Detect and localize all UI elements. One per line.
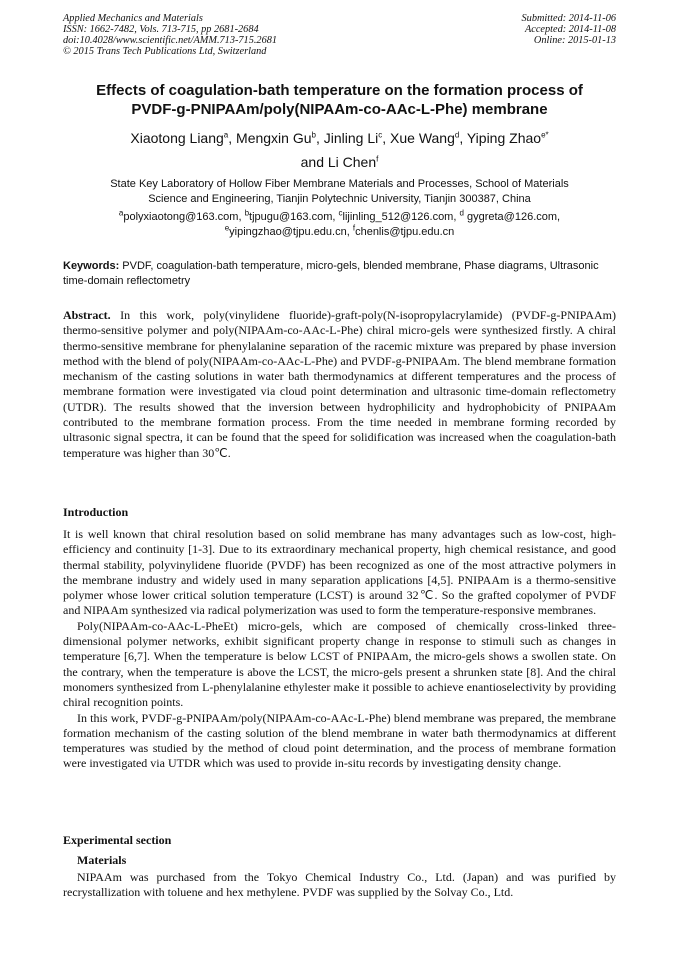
email-address: lijinling_512@126.com, — [342, 211, 460, 223]
experimental-heading: Experimental section — [63, 833, 172, 847]
email-address: tjpugu@163.com, — [249, 211, 339, 223]
online-date: Online: 2015-01-13 — [533, 35, 616, 46]
abstract-text: In this work, poly(vinylidene fluoride)-graft-poly(N-isopropylacrylamide) (PVDF-g-PNIPAAm) thermo-sensitive polymer and poly(NIPAAm-co-AAc-L-Phe) chiral micro-gels were synthesized firstly. A chiral thermo-sensitive membrane for phenylalanine separation of the racemic mixture was prepared by phase inversion method with the blend of poly(NIPAAm-co-AAc-L-Phe) and PVDF-g-PNIPAAm. The blend membrane formation mechanism of the casting solutions in water bath thermodynamics at different temperatures and the process of membrane formation were investigated via cloud point determination and ultrasonic time-domain reflectometry (UTDR). The results showed that the inversion between hydrophilicity and hydrophobicity of PNIPAAm contributed to the membrane formation process. From the time needed in membrane forming recorded by ultrasonic signal spectra, it can be found that the speed for solidification was increased when the coagulation-bath temperature was higher than 30℃. — [63, 308, 616, 460]
intro-paragraph: In this work, PVDF-g-PNIPAAm/poly(NIPAAm-co-AAc-L-Phe) blend membrane was prepared, the membrane formation mechanism of the casting solution of the blend membrane in water bath thermodynamics at different temperatures was studied by the method of cloud point determination, and the process of membrane formation were investigated via UTDR which was used to provide in-situ records by investigating density change. — [63, 710, 616, 771]
email-address: yipingzhao@tjpu.edu.cn, — [229, 226, 353, 238]
author-sup: c — [378, 130, 383, 140]
author-separator: , — [228, 130, 237, 146]
title-line-1: Effects of coagulation-bath temperature on the formation process of — [96, 82, 583, 99]
submitted-date: Submitted: 2014-11-06 — [521, 13, 616, 24]
author-sup: e* — [541, 130, 549, 140]
author-sup: f — [376, 154, 379, 164]
author-sup: d — [454, 130, 460, 140]
paper-title — [63, 82, 616, 119]
journal-copyright: © 2015 Trans Tech Publications Ltd, Switzerland — [63, 46, 267, 57]
affiliation-line-2: Science and Engineering, Tianjin Polytechnic University, Tianjin 300387, China — [148, 193, 531, 205]
author-separator: , — [459, 130, 467, 146]
accepted-date: Accepted: 2014-11-08 — [524, 24, 616, 35]
author-and: and — [300, 154, 328, 170]
author-name: Li Chen — [327, 154, 377, 170]
keywords-label: Keywords: — [63, 260, 120, 272]
submission-dates — [522, 13, 616, 46]
email-sup: d — [459, 208, 464, 218]
author-name: Jinling Li — [323, 130, 379, 146]
journal-issn: ISSN: 1662-7482, Vols. 713-715, pp 2681-2684 — [63, 24, 259, 35]
email-address: chenlis@tjpu.edu.cn — [355, 226, 455, 238]
email-sup: c — [338, 208, 343, 218]
author-list — [63, 126, 616, 174]
affiliation — [63, 177, 616, 207]
affiliation-line-1: State Key Laboratory of Hollow Fiber Membrane Materials and Processes, School of Materials — [110, 178, 569, 190]
email-sup: b — [244, 208, 250, 218]
intro-heading: Introduction — [63, 505, 129, 519]
author-separator: , — [382, 130, 391, 146]
materials-heading: Materials — [77, 853, 127, 867]
author-emails — [63, 210, 616, 240]
email-address: gygreta@126.com, — [463, 211, 561, 223]
title-line-2: PVDF-g-PNIPAAm/poly(NIPAAm-co-AAc-L-Phe) membrane — [131, 100, 548, 118]
email-sup: a — [118, 208, 124, 218]
email-sup: f — [352, 223, 356, 233]
author-name: Xiaotong Liang — [130, 130, 224, 146]
intro-paragraph: Poly(NIPAAm-co-AAc-L-PheEt) micro-gels, which are composed of chemically cross-linked three-dimensional polymer networks, exhibit significant property change in response to stimuli such as changes in temperature [6,7]. When the temperature is below LCST of PNIPAAm, the micro-gels shows a swollen state. On the contrary, when the temperature is above the LCST, the micro-gels present a shrunken state [8]. And the chiral monomers synthesized from L-phenylalanine ethylester make it possible to achieve enantioselectivity by providing chiral recognition points. — [63, 618, 616, 710]
keywords-text: PVDF, coagulation-bath temperature, micro-gels, blended membrane, Phase diagrams, Ultrasonic time-domain reflectometry — [63, 260, 599, 287]
abstract — [63, 308, 616, 461]
author-separator: , — [315, 130, 324, 146]
author-sup: a — [223, 130, 229, 140]
journal-info — [63, 13, 277, 57]
materials-paragraph: NIPAAm was purchased from the Tokyo Chemical Industry Co., Ltd. (Japan) and was purified by recrystallization with toluene and hex methylene. PVDF was supplied by the Solvay Co., Ltd. — [63, 870, 616, 900]
author-name: Yiping Zhao — [466, 130, 542, 146]
email-address: polyxiaotong@163.com, — [123, 211, 245, 223]
journal-doi: doi:10.4028/www.scientific.net/AMM.713-715.2681 — [63, 35, 278, 46]
keywords — [63, 259, 616, 289]
author-sup: b — [311, 130, 316, 140]
intro-paragraph: It is well known that chiral resolution based on solid membrane has many advantages such as low-cost, high-efficiency and continuity [1-3]. Due to its extraordinary mechanical property, high chemical resistance, and good thermal stability, polyvinylidene fluoride (PVDF) has been recognized as one of the most attractive polymers in the membrane industry and widely used in many separation applications [4,5]. PNIPAAm is a thermo-sensitive polymer whose lower critical solution temperature (LCST) is around 32℃. So the grafted copolymer of PVDF and NIPAAm synthesized via radical polymerization was used to form the temperature-responsive membranes. — [63, 527, 616, 618]
journal-name: Applied Mechanics and Materials — [63, 13, 203, 24]
intro-section — [63, 527, 616, 772]
author-name: Mengxin Gu — [236, 130, 312, 146]
author-name: Xue Wang — [390, 130, 455, 146]
email-sup: e — [224, 223, 230, 233]
abstract-label: Abstract. — [63, 308, 111, 322]
